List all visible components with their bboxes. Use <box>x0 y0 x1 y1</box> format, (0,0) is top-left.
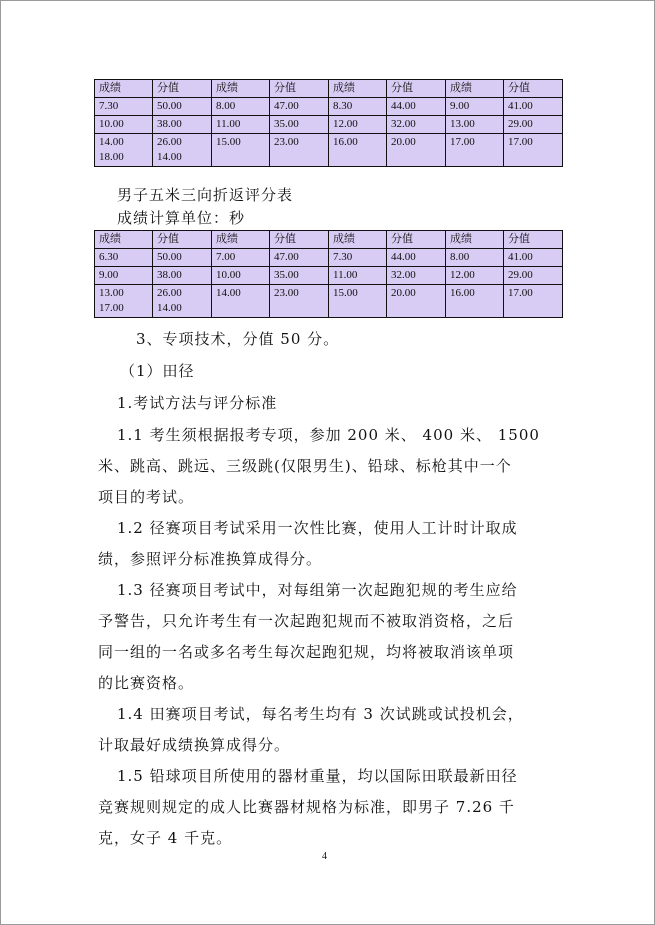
table-cell-value: 14.00 <box>216 287 241 299</box>
table-cell <box>329 116 387 134</box>
table-cell-value: 23.00 <box>274 287 299 299</box>
table-cell <box>95 249 153 267</box>
table-row <box>95 116 563 134</box>
table-cell-value: 29.00 <box>508 269 533 281</box>
table-cell <box>387 285 446 318</box>
table-cell <box>153 134 212 167</box>
table-header-cell: 分值 <box>504 80 563 98</box>
table-cell <box>95 98 153 116</box>
table-cell-value: 20.00 <box>391 287 416 299</box>
table-cell-value: 11.00 <box>333 269 358 281</box>
paragraph-1-2-line-1: 1.2 径赛项目考试采用一次性比赛，使用人工计时计取成 <box>117 519 518 537</box>
table-header-cell: 成绩 <box>329 80 387 98</box>
table-cell <box>446 98 504 116</box>
table-cell <box>95 134 153 167</box>
table-cell-value: 12.00 <box>333 118 358 130</box>
table-cell <box>95 116 153 134</box>
table-header-row <box>95 80 563 98</box>
table-header-cell: 分值 <box>270 80 329 98</box>
table-header-cell: 分值 <box>387 231 446 249</box>
table-cell-value: 15.00 <box>216 136 241 148</box>
table-cell-value: 32.00 <box>391 118 416 130</box>
paragraph-1-1-line-2: 米、跳高、跳远、三级跳(仅限男生)、铅球、标枪其中一个 <box>98 457 512 475</box>
table-cell <box>387 116 446 134</box>
table-header-row <box>95 231 563 249</box>
table-cell <box>504 267 563 285</box>
table-row <box>95 249 563 267</box>
paragraph-1-4-line-2: 计取最好成绩换算成得分。 <box>98 736 291 754</box>
table-cell <box>212 98 270 116</box>
table-row <box>95 98 563 116</box>
table-cell <box>446 285 504 318</box>
paragraph-1-5-line-2: 竞赛规则规定的成人比赛器材规格为标准，即男子 7.26 千 <box>98 798 515 816</box>
table-cell <box>212 267 270 285</box>
table2-unit: 成绩计算单位：秒 <box>117 209 246 227</box>
table-cell <box>446 134 504 167</box>
table-cell-value: 38.00 <box>157 269 182 281</box>
table-header-cell: 成绩 <box>95 80 153 98</box>
table-cell <box>270 285 329 318</box>
table-cell-value: 7.30 <box>99 100 119 112</box>
table-cell-value: 15.00 <box>333 287 358 299</box>
table-cell <box>387 249 446 267</box>
table-cell-value: 7.00 <box>216 251 236 263</box>
table-cell-value: 18.00 <box>99 151 124 163</box>
table-cell-value: 10.00 <box>216 269 241 281</box>
table-cell <box>270 116 329 134</box>
table-cell <box>153 285 212 318</box>
table-cell <box>95 267 153 285</box>
table-cell-value: 16.00 <box>450 287 475 299</box>
table2-title: 男子五米三向折返评分表 <box>117 186 294 204</box>
table-cell <box>270 98 329 116</box>
table-cell-value: 16.00 <box>333 136 358 148</box>
table-header-cell: 成绩 <box>95 231 153 249</box>
table-cell-value: 29.00 <box>508 118 533 130</box>
table-cell-value: 13.00 <box>450 118 475 130</box>
table-header-cell: 成绩 <box>329 231 387 249</box>
table-cell <box>212 116 270 134</box>
table-cell-value: 14.00 <box>157 151 182 163</box>
table-header-cell: 成绩 <box>446 231 504 249</box>
paragraph-1-3-line-2: 予警告，只允许考生有一次起跑犯规而不被取消资格，之后 <box>98 612 515 630</box>
table-cell-value: 44.00 <box>391 100 416 112</box>
paragraph-1-1-line-1: 1.1 考生须根据报考专项，参加 200 米、 400 米、 1500 <box>117 426 540 444</box>
table-cell-value: 17.00 <box>508 136 533 148</box>
table-cell-value: 13.00 <box>99 287 124 299</box>
table-cell <box>329 134 387 167</box>
table-cell-value: 47.00 <box>274 251 299 263</box>
table-cell-value: 35.00 <box>274 269 299 281</box>
table-header-cell: 分值 <box>153 231 212 249</box>
section-heading-special-skills: 3、专项技术，分值 50 分。 <box>136 330 340 348</box>
table-cell-value: 20.00 <box>391 136 416 148</box>
table-cell-value: 17.00 <box>450 136 475 148</box>
table-cell-value: 41.00 <box>508 251 533 263</box>
table-cell <box>446 249 504 267</box>
table-cell-value: 6.30 <box>99 251 119 263</box>
table-cell <box>212 249 270 267</box>
table-cell <box>153 267 212 285</box>
paragraph-1-3-line-4: 的比赛资格。 <box>98 674 195 692</box>
table-cell <box>270 267 329 285</box>
table-cell-value: 47.00 <box>274 100 299 112</box>
table-cell <box>153 98 212 116</box>
table-cell-value: 23.00 <box>274 136 299 148</box>
page-number: 4 <box>322 851 327 862</box>
table-header-cell: 分值 <box>387 80 446 98</box>
table-cell <box>329 98 387 116</box>
table-cell <box>212 285 270 318</box>
score-table-2 <box>94 230 563 318</box>
table-cell-value: 9.00 <box>99 269 119 281</box>
table-cell-value: 35.00 <box>274 118 299 130</box>
table-row <box>95 285 563 318</box>
heading-exam-method: 1.考试方法与评分标准 <box>117 394 278 412</box>
paragraph-1-1-line-3: 项目的考试。 <box>98 488 195 506</box>
table-cell <box>270 249 329 267</box>
table-cell-value: 8.00 <box>216 100 236 112</box>
paragraph-1-3-line-1: 1.3 径赛项目考试中，对每组第一次起跑犯规的考生应给 <box>117 581 518 599</box>
table-cell <box>153 249 212 267</box>
score-table-1 <box>94 79 563 167</box>
table-cell-value: 50.00 <box>157 100 182 112</box>
table-cell <box>387 134 446 167</box>
table-cell <box>387 98 446 116</box>
table-cell <box>387 267 446 285</box>
paragraph-1-5-line-1: 1.5 铅球项目所使用的器材重量，均以国际田联最新田径 <box>117 767 518 785</box>
table-cell <box>446 267 504 285</box>
table-cell-value: 8.30 <box>333 100 353 112</box>
table-header-cell: 分值 <box>153 80 212 98</box>
table-cell-value: 11.00 <box>216 118 241 130</box>
paragraph-1-5-line-3: 克，女子 4 千克。 <box>98 829 233 847</box>
paragraph-1-2-line-2: 绩，参照评分标准换算成得分。 <box>98 550 323 568</box>
table-cell <box>329 267 387 285</box>
table-header-cell: 分值 <box>504 231 563 249</box>
table-header-cell: 成绩 <box>446 80 504 98</box>
subsection-heading-track-field: （1）田径 <box>120 362 195 380</box>
table-cell-value: 26.00 <box>157 287 182 299</box>
table-cell-value: 14.00 <box>157 302 182 314</box>
table-cell-value: 26.00 <box>157 136 182 148</box>
table-cell <box>504 285 563 318</box>
table-cell-value: 9.00 <box>450 100 470 112</box>
paragraph-1-3-line-3: 同一组的一名或多名考生每次起跑犯规，均将被取消该单项 <box>98 643 515 661</box>
table-cell-value: 44.00 <box>391 251 416 263</box>
table-cell-value: 14.00 <box>99 136 124 148</box>
table-cell-value: 7.30 <box>333 251 353 263</box>
table-cell <box>504 116 563 134</box>
table-cell <box>212 134 270 167</box>
table-cell-value: 32.00 <box>391 269 416 281</box>
table-cell <box>504 249 563 267</box>
table-cell-value: 38.00 <box>157 118 182 130</box>
table-cell <box>329 285 387 318</box>
table-cell-value: 12.00 <box>450 269 475 281</box>
table-cell <box>504 98 563 116</box>
table-cell-value: 10.00 <box>99 118 124 130</box>
table-cell-value: 17.00 <box>99 302 124 314</box>
table-cell <box>153 116 212 134</box>
table-cell-value: 50.00 <box>157 251 182 263</box>
table-cell <box>95 285 153 318</box>
table-cell <box>270 134 329 167</box>
table-cell-value: 8.00 <box>450 251 470 263</box>
paragraph-1-4-line-1: 1.4 田赛项目考试，每名考生均有 3 次试跳或试投机会， <box>117 705 524 723</box>
table-header-cell: 成绩 <box>212 80 270 98</box>
table-cell <box>504 134 563 167</box>
table-row <box>95 134 563 167</box>
table-row <box>95 267 563 285</box>
table-cell-value: 41.00 <box>508 100 533 112</box>
table-header-cell: 分值 <box>270 231 329 249</box>
table-cell <box>446 116 504 134</box>
table-cell <box>329 249 387 267</box>
table-cell-value: 17.00 <box>508 287 533 299</box>
table-header-cell: 成绩 <box>212 231 270 249</box>
